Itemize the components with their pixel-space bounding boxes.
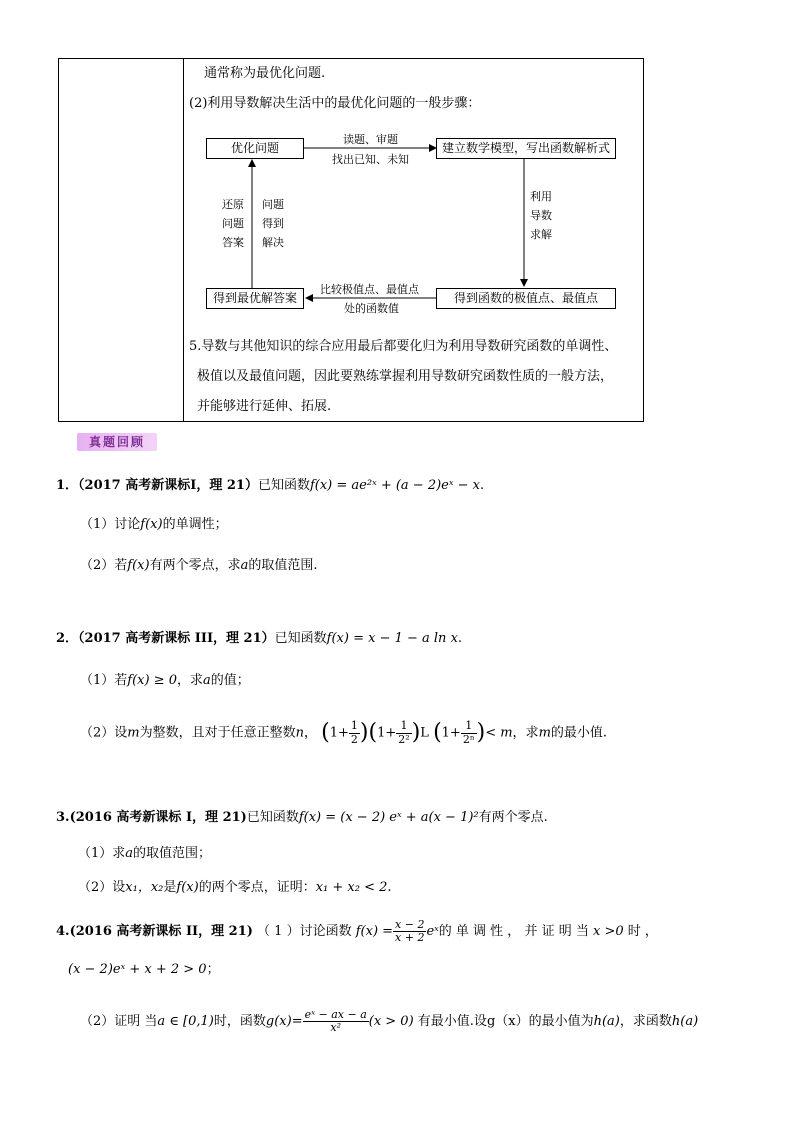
flow-label-read: 读题、审题 — [343, 133, 398, 146]
flow-label-left-b2: 得到 — [262, 217, 284, 230]
flow-label-compare: 比较极值点、最值点 — [320, 283, 419, 296]
flow-label-value: 处的函数值 — [344, 302, 399, 315]
q2-p1-f: f(x) ≥ 0 — [127, 673, 177, 688]
q1-number: 1． — [56, 478, 79, 493]
q3-end: 有两个零点. — [478, 810, 548, 825]
q3-p2-f: f(x) — [176, 880, 199, 895]
q1-source: （2017 高考新课标Ⅰ，理 21） — [78, 478, 258, 493]
box-line-1: 通常称为最优化问题. — [204, 66, 326, 81]
q2-frac-half: $\frac{1}{2}$ — [350, 719, 358, 746]
q3-formula: f(x) = (x − 2) eˣ + a(x − 1)² — [298, 810, 479, 825]
q3-p2-mid2: 的两个零点，证明： — [198, 880, 316, 895]
q4-exp: eˣ — [426, 924, 439, 939]
q2-paren-1-close: ) — [359, 720, 369, 745]
q1-part1 — [80, 517, 228, 533]
q2-p2-text: （2）设 — [80, 725, 128, 741]
q2-stem — [56, 631, 462, 647]
q3-p1-a: a — [125, 846, 134, 861]
q3-p2-end: . — [387, 880, 392, 895]
q4-p2-mid3: 的最小值为 — [528, 1014, 594, 1029]
q4-cond: x >0 — [592, 924, 624, 939]
q4-p1-end: 时 ， — [627, 924, 658, 939]
q4-frac-den: x + 2 — [395, 931, 425, 944]
q4-g-frac — [303, 1009, 369, 1034]
q4-g-cond: (x > 0) — [368, 1014, 414, 1029]
q4-g-den: x² — [330, 1021, 341, 1034]
q2-end: . — [457, 631, 463, 646]
box-p5-line3: 并能够进行延伸、拓展. — [197, 399, 332, 414]
q2-part1 — [80, 673, 250, 689]
q2-p1-text: （1）若 — [80, 673, 128, 688]
q4-line2-end: ； — [206, 962, 220, 977]
q3-stem — [56, 810, 548, 826]
q3-number: 3. — [56, 810, 70, 825]
q1-p1-end: 的单调性； — [162, 517, 228, 532]
q2-paren-1-open: ( — [321, 720, 330, 745]
q3-p2-x: x₁，x₂ — [125, 880, 164, 895]
q1-p2-mid: 有两个零点，求 — [149, 558, 241, 573]
q1-formula: f(x) = ae²ˣ + (a − 2)eˣ − x — [309, 478, 480, 493]
q4-p2-h: h(a) — [593, 1014, 620, 1029]
q1-p1-text: （1）讨论 — [80, 517, 141, 532]
q2-part2: （2）设m为整数，且对于任意正整数n， (1+ $\frac{1}{2}$ )(1+ $\frac{1}{\text{2²}}$ )L (1+ $\frac{1}{\text{2ⁿ}}$ )< m，求m的最小值. — [80, 719, 608, 746]
q4-f-lhs: f(x) = — [355, 924, 394, 939]
q4-p2-end: ，求函数 — [619, 1014, 672, 1029]
q4-p2-text: （2）证明 当 — [80, 1014, 158, 1029]
box-line-2: (2)利用导数解决生活中的最优化问题的一般步骤： — [189, 96, 481, 111]
q2-p1-end: 的值； — [210, 673, 250, 688]
flow-label-left-b1: 问题 — [262, 198, 284, 211]
q4-source: (2016 高考新课标 II，理 21) — [69, 924, 253, 939]
q4-line2-ineq: (x − 2)eˣ + x + 2 > 0 — [68, 962, 207, 977]
q3-p1-text: （1）求 — [78, 846, 126, 861]
q4-p1-mid: 的 单 调 性 ， 并 证 明 当 — [438, 924, 589, 939]
box-p5-line2: 极值以及最值问题，因此要熟练掌握利用导数研究函数性质的一般方法， — [197, 369, 614, 384]
q2-paren-2-close: ) — [411, 720, 421, 745]
q2-p2-lt: < m — [485, 725, 513, 741]
q3-source: (2016 高考新课标 I，理 21) — [69, 810, 247, 825]
section-banner: 真题回顾 — [77, 433, 157, 451]
q1-p1-f: f(x) — [140, 517, 163, 532]
q2-p2-n: n — [295, 725, 304, 741]
q4-p2-h2: h(a) — [671, 1014, 699, 1029]
q4-frac-num: x − 2 — [395, 917, 425, 931]
q3-p2-text: （2）设 — [78, 880, 126, 895]
q2-paren-2-open: ( — [368, 720, 378, 745]
q4-g-lhs: g(x)= — [265, 1014, 303, 1029]
q2-number: 2． — [56, 631, 79, 646]
q2-p2-end: 的最小值. — [550, 725, 608, 741]
q1-p2-f: f(x) — [127, 558, 150, 573]
flow-label-right-1: 利用 — [530, 190, 552, 203]
flow-label-left-b3: 解决 — [262, 236, 284, 249]
q1-p2-a: a — [240, 558, 249, 573]
q4-p1-text: （ 1 ）讨论函数 — [257, 924, 352, 939]
q2-p1-mid: ，求 — [177, 673, 204, 688]
q3-part1 — [78, 846, 211, 862]
flow-label-right-3: 求解 — [530, 228, 552, 241]
box-p5-line1: 5.导数与其他知识的综合应用最后都要化归为利用导数研究函数的单调性、 — [189, 339, 618, 354]
q3-part2 — [78, 880, 392, 896]
q3-p2-ineq: x₁ + x₂ < 2 — [315, 880, 388, 895]
flow-box-model: 建立数学模型，写出函数解析式 — [436, 138, 616, 159]
q2-text: 已知函数 — [274, 631, 327, 646]
q2-frac-nth: $\frac{1}{\text{2ⁿ}}$ — [462, 719, 475, 746]
q2-p1-a: a — [203, 673, 211, 688]
flow-box-extrema: 得到函数的极值点、最值点 — [436, 288, 616, 309]
q4-g-num: eˣ − ax − a — [304, 1007, 367, 1021]
q2-paren-3-close: ) — [476, 720, 486, 745]
flow-label-left-a2: 问题 — [222, 217, 244, 230]
flow-label-left-a1: 还原 — [222, 198, 244, 211]
q4-part2 — [80, 1003, 698, 1041]
flow-label-right-2: 导数 — [530, 209, 552, 222]
q3-text: 已知函数 — [246, 810, 299, 825]
q1-part2 — [80, 558, 318, 574]
flow-box-optimize: 优化问题 — [206, 138, 304, 159]
q4-frac — [393, 919, 426, 944]
q1-p2-text: （2）若 — [80, 558, 128, 573]
q2-paren-3-open: ( — [433, 720, 442, 745]
q2-p2-tail: ，求 — [512, 725, 539, 741]
flow-label-left-a3: 答案 — [222, 236, 244, 249]
q4-p2-a: a ∈ [0,1) — [157, 1014, 214, 1029]
q3-p2-mid: 是 — [163, 880, 177, 895]
q3-p1-end: 的取值范围； — [133, 846, 212, 861]
q1-text: 已知函数 — [257, 478, 310, 493]
q2-p2-m2: m — [538, 725, 551, 741]
q2-frac-quarter: $\frac{1}{\text{2²}}$ — [398, 719, 410, 746]
q4-number: 4. — [56, 924, 70, 939]
q1-end: . — [479, 478, 485, 493]
q2-formula: f(x) = x − 1 − a ln x — [326, 631, 458, 646]
flow-box-answer: 得到最优解答案 — [206, 288, 304, 309]
q4-p2-mid: 时，函数 — [213, 1014, 266, 1029]
q1-p2-end: 的取值范围. — [248, 558, 318, 573]
q2-p2-comma: ， — [304, 725, 318, 741]
q4-stem — [56, 915, 658, 949]
q2-p2-m: m — [127, 725, 140, 741]
q4-p2-mid2: 有最小值.设 — [417, 1014, 487, 1029]
q1-stem — [56, 478, 484, 494]
q4-p2-g: g（x） — [486, 1014, 529, 1029]
flow-label-find: 找出已知、未知 — [332, 153, 409, 166]
q2-p2-mid: 为整数，且对于任意正整数 — [139, 725, 296, 741]
q2-source: （2017 高考新课标 III，理 21） — [78, 631, 275, 646]
q4-line2 — [68, 962, 220, 978]
